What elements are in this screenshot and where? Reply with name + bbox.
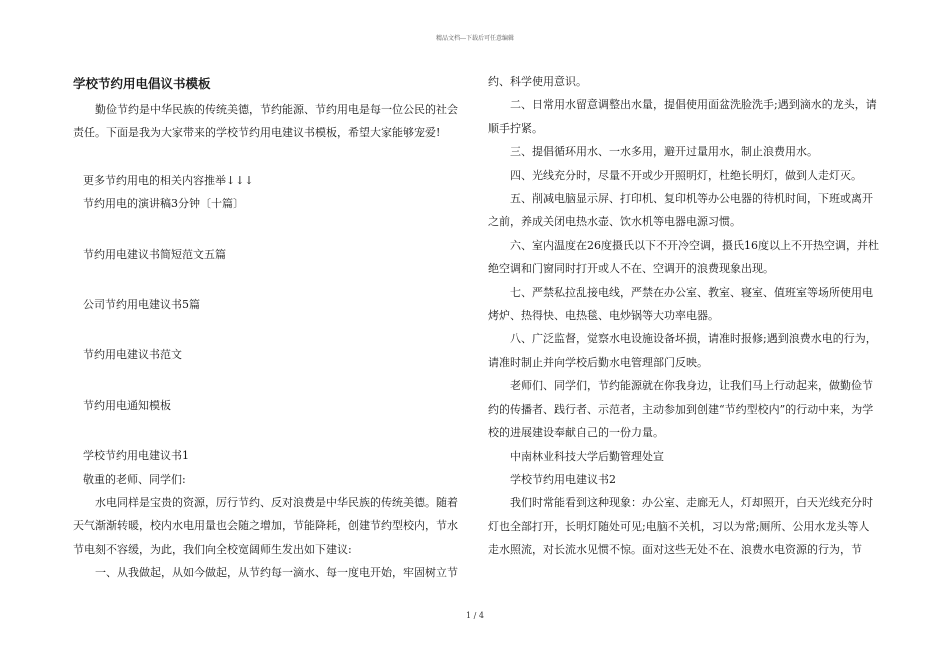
body-paragraph: 八、广泛监督，觉察水电设施设备坏损，请准时报修;遇到浪费水电的行为，请准时制止并向学校后勤水电管理部门反映。 xyxy=(488,332,877,369)
spacer xyxy=(73,417,459,444)
spacer xyxy=(73,216,459,243)
body-paragraph: 七、严禁私拉乱接电线，严禁在办公室、教室、寝室、值班室等场所使用电烤炉、热得快、电热毯、电炒锅等大功率电器。 xyxy=(488,285,873,323)
related-link[interactable]: 节约用电的演讲稿3分钟〔十篇〕 xyxy=(83,197,244,211)
related-link[interactable]: 公司节约用电建议书5篇 xyxy=(83,298,200,312)
body-paragraph: 四、光线充分时，尽量不开或少开照明灯，杜绝长明灯，做到人走灯灭。 xyxy=(510,168,862,182)
section-title: 学校节约用电建议书1 xyxy=(83,449,189,463)
spacer xyxy=(73,316,459,343)
page-number: 1 / 4 xyxy=(466,611,484,620)
body-paragraph: 水电同样是宝贵的资源，厉行节约、反对浪费是中华民族的传统美德。随着天气渐渐转暖，校内水电用量也会随之增加，节能降耗，创建节约型校内，节水节电刻不容缓，为此，我们向全校宽阔师生发出如下建议: xyxy=(73,496,458,556)
intro-paragraph: 勤俭节约是中华民族的传统美德，节约能源、节约用电是每一位公民的社会责任。下面是我为大家带来的学校节约用电建议书模板，希望大家能够宠爱! xyxy=(73,103,458,140)
section-title: 学校节约用电建议书2 xyxy=(510,472,616,486)
body-paragraph: 老师们、同学们，节约能源就在你我身边，让我们马上行动起来，做勤俭节约的传播者、践行者、示范者，主动参加到创建“节约型校内”的行动中来，为学校的进展建设奉献自己的一份力量。 xyxy=(488,379,874,440)
left-column xyxy=(73,70,459,585)
spacer xyxy=(73,266,459,293)
spacer xyxy=(73,367,459,394)
related-link[interactable]: 节约用电通知模板 xyxy=(83,398,171,412)
page-header: 精品文档---下载后可任意编辑 xyxy=(435,35,515,42)
body-paragraph: 六、室内温度在26度摄氏以下不开冷空调，摄氏16度以上不开热空调，并杜绝空调和门窗同时打开或人不在、空调开的浪费现象出现。 xyxy=(488,238,879,276)
salutation: 敬重的老师、同学们: xyxy=(83,472,186,486)
body-paragraph: 五、削减电脑显示屏、打印机、复印机等办公电器的待机时间，下班或离开之前，养成关闭电热水壶、饮水机等电器电源习惯。 xyxy=(488,192,873,229)
body-paragraph: 一、从我做起，从如今做起，从节约每一滴水、每一度电开始，牢固树立节 xyxy=(95,566,458,580)
signature: 中南林业科技大学后勤管理处宣 xyxy=(510,449,664,463)
body-paragraph: 我们时常能看到这种现象：办公室、走廊无人，灯却照开，白天光线充分时灯也全部打开，长明灯随处可见;电脑不关机，习以为常;厕所、公用水龙头等人走水照流，对长流水见惯不惊。面对这些无处不在、浪费水电资源的行为，节 xyxy=(488,496,873,557)
right-column xyxy=(488,70,880,562)
related-link[interactable]: 节约用电建议书范文 xyxy=(83,348,182,362)
body-paragraph: 二、日常用水留意调整出水量，提倡使用面盆洗脸洗手;遇到滴水的龙头，请顺手拧紧。 xyxy=(488,98,877,135)
document-title: 学校节约用电倡议书模板 xyxy=(73,76,211,91)
related-link[interactable]: 节约用电建议书简短范文五篇 xyxy=(83,247,226,261)
more-heading: 更多节约用电的相关内容推举↓↓↓ xyxy=(83,173,254,187)
body-paragraph: 约、科学使用意识。 xyxy=(488,75,587,88)
spacer xyxy=(73,145,459,169)
body-paragraph: 三、提倡循环用水、一水多用，避开过量用水，制止浪费用水。 xyxy=(510,145,818,159)
